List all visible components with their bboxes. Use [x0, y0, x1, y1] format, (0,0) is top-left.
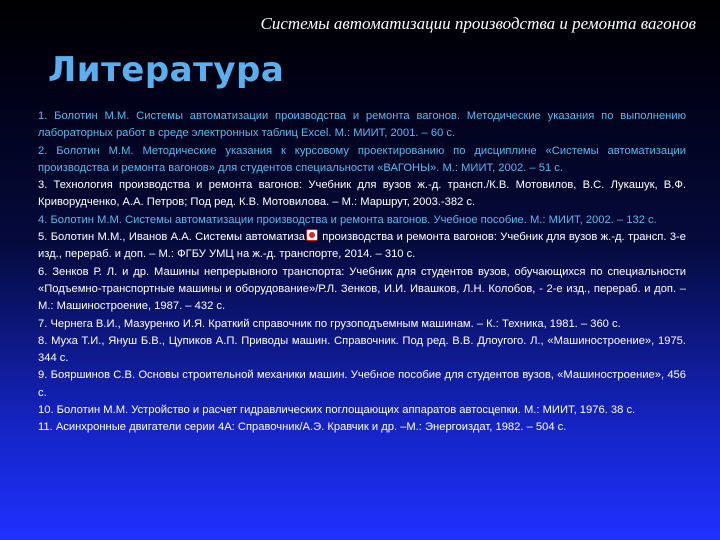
reference-item: 9. Бояршинов С.В. Основы строительной механики машин. Учебное пособие для студентов вузов, «Машиностроение», 456 с. [38, 369, 686, 399]
header-subtitle: Системы автоматизации производства и ремонта вагонов [260, 14, 696, 33]
reference-item: 10. Болотин М.М. Устройство и расчет гидравлических поглощающих аппаратов автосцепки. М.: МИИТ, 1976. 38 с. [38, 404, 636, 417]
reference-item: 8. Муха Т.И., Януш Б.В., Цупиков А.П. Приводы машин. Справочник. Под ред. В.В. Длоугого. Л., «Машиностроение», 1975. 344 с. [38, 334, 686, 365]
reference-item: 2. Болотин М.М. Методические указания к курсовому проектированию по дисциплине «Системы автоматизации производства и ремонта вагонов» для студентов специальности «ВАГОНЫ». М.: МИИТ, 2002. – 51 с. [38, 144, 686, 174]
reference-item: 7. Чернега В.И., Мазуренко И.Я. Краткий справочник по грузоподъемным машинам. – К.: Техника, 1981. – 360 с. [38, 317, 621, 330]
reference-item: 1. Болотин М.М. Системы автоматизации производства и ремонта вагонов. Методические указания по выполнению лабораторных работ в среде электронных таблиц Excel. М.: МИИТ, 2001. – 60 с. [38, 110, 686, 140]
slide-title: Литература [48, 50, 285, 90]
reference-item: 4. Болотин М.М. Системы автоматизации производства и ремонта вагонов. Учебное пособие. М.: МИИТ, 2002. – 132 с. [38, 213, 657, 226]
reference-text-start: 5. Болотин М.М., Иванов А.А. Системы автоматиза [38, 231, 305, 244]
reference-text-end: производства и ремонта вагонов: Учебник для вузов ж.-д. трансп. 3-е изд., перераб. и доп. – М.: ФГБУ УМЦ на ж.-д. транспорте, 2014. – 310 с. [38, 231, 686, 261]
reference-item: 6. Зенков Р. Л. и др. Машины непрерывного транспорта: Учебник для студентов вузов, обучающихся по специальности «Подъемно-транспортные машины и оборудование»/Р.Л. Зенков, И.И. Ивашков, Л.Н. Колобов, - 2-е изд., перераб. и доп. – М.: Машиностроение, 1987. – 432 с. [38, 265, 686, 313]
reference-item [38, 229, 686, 264]
reference-item: 11. Асинхронные двигатели серии 4А: Справочник/А.Э. Кравчик и др. –М.: Энергоиздат, 1982. – 504 с. [38, 421, 567, 434]
embedded-object-icon[interactable] [306, 229, 318, 241]
reference-item: 3. Технология производства и ремонта вагонов: Учебник для вузов ж.-д. трансп./К.В. Мотовилов, В.С. Лукашук, В.Ф. Криворудченко, А.А. Петров; Под ред. К.В. Мотовилова. – М.: Маршрут, 2003.-382 с. [38, 179, 686, 209]
reference-list [38, 108, 686, 437]
